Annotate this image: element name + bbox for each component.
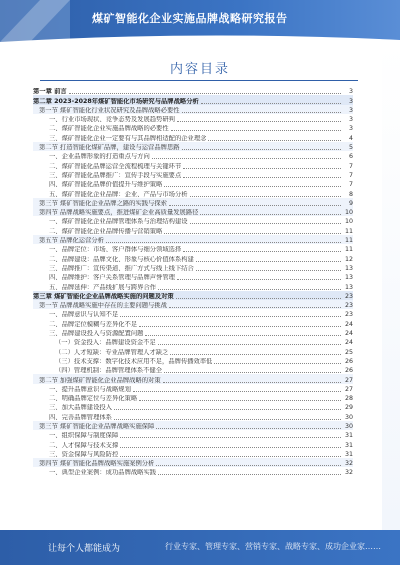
toc-entry-title: （三）技术支撑：数字化技术应用不足，品牌传播效率低 <box>55 357 213 365</box>
toc-entry[interactable] <box>33 374 353 383</box>
toc-entry[interactable] <box>33 300 353 309</box>
toc-leader-dots <box>164 185 341 187</box>
toc-entry[interactable] <box>33 95 353 104</box>
toc-entry-title: 二、煤矿智能化企业品牌传播与营销策略 <box>49 227 163 235</box>
toc-entry-page: 13 <box>344 264 353 272</box>
toc-entry[interactable] <box>33 86 353 95</box>
toc-entry[interactable] <box>33 272 353 281</box>
toc-entry-title: 三、品牌推广：宣传渠道、推广方式与线上线下结合 <box>49 264 194 272</box>
toc-leader-dots <box>177 120 341 122</box>
toc-entry-page: 28 <box>344 395 353 403</box>
toc-entry-page: 3 <box>348 97 353 105</box>
toc-entry-title: 第五节 品牌化运营分析 <box>39 237 104 245</box>
toc-entry[interactable] <box>33 356 353 365</box>
toc-entry[interactable] <box>33 346 353 355</box>
toc-entry-title: 三、资金保障与风险防控 <box>49 450 119 458</box>
toc-entry-page: 31 <box>344 432 353 440</box>
toc-entry-page: 27 <box>344 376 353 384</box>
toc-entry[interactable] <box>33 179 353 188</box>
toc-entry-title: 第二章 2023-2028年煤矿智能化市场研究与品牌战略分析 <box>33 97 199 105</box>
toc-entry-title: 三、品牌建设投入与资源配置问题 <box>49 330 144 338</box>
toc-entry-title: 第三章 煤矿智能化企业品牌战略实施的问题及对策 <box>33 292 174 300</box>
toc-entry-page: 7 <box>348 171 353 179</box>
toc-entry-page: 10 <box>344 209 353 217</box>
toc-entry-title: 四、煤矿智能化品牌价值提升与维护策略 <box>49 181 163 189</box>
toc-entry[interactable] <box>33 439 353 448</box>
toc-entry[interactable] <box>33 384 353 393</box>
toc-leader-dots <box>163 381 341 383</box>
toc-entry-page: 13 <box>344 283 353 291</box>
table-of-contents <box>33 86 353 476</box>
right-decor-strip <box>382 42 400 530</box>
toc-entry[interactable] <box>33 160 353 169</box>
toc-entry[interactable] <box>33 225 353 234</box>
toc-entry-page: 7 <box>348 162 353 170</box>
toc-entry-title: 第三节 煤矿智能化企业品牌之路的实践与探索 <box>39 199 167 207</box>
toc-entry-page: 32 <box>344 469 353 477</box>
toc-entry-title: 一、品牌意识与认知不足 <box>49 311 119 319</box>
toc-entry[interactable] <box>33 411 353 420</box>
toc-entry[interactable] <box>33 188 353 197</box>
toc-entry-title: 五、品牌延伸：产品线扩展与跨界合作 <box>49 283 157 291</box>
toc-entry[interactable] <box>33 123 353 132</box>
toc-leader-dots <box>214 362 341 364</box>
toc-entry-title: 二、煤矿智能化企业实施品牌战略的必要性 <box>49 125 169 133</box>
toc-entry-page: 4 <box>348 134 353 142</box>
toc-leader-dots <box>182 111 341 113</box>
toc-entry-title: 三、加大品牌建设投入 <box>49 404 112 412</box>
toc-entry-title: 四、完善品牌管理体系 <box>49 413 112 421</box>
toc-leader-dots <box>171 129 341 131</box>
toc-entry-title: （一）资金投入：品牌建设资金不足 <box>55 339 156 347</box>
toc-entry-title: 二、煤矿智能化品牌运营全流程梳理与关键环节 <box>49 162 182 170</box>
toc-entry-page: 3 <box>348 116 353 124</box>
toc-entry[interactable] <box>33 216 353 225</box>
header-band <box>0 0 400 42</box>
toc-entry-page: 30 <box>344 422 353 430</box>
toc-leader-dots <box>208 139 341 141</box>
toc-leader-dots <box>201 102 341 104</box>
toc-entry-title: 一、提升品牌意识与战略规划 <box>49 385 131 393</box>
toc-leader-dots <box>69 92 341 94</box>
toc-entry[interactable] <box>33 151 353 160</box>
toc-leader-dots <box>177 278 341 280</box>
header-wave-icon <box>0 30 400 42</box>
toc-entry[interactable] <box>33 142 353 151</box>
toc-entry[interactable] <box>33 114 353 123</box>
toc-leader-dots <box>158 288 341 290</box>
toc-entry-title: 一、品牌定位：市场、客户群体与细分领域选择 <box>49 246 182 254</box>
toc-entry-title: 四、品牌维护：客户关系管理与品牌声誉管理 <box>49 274 175 282</box>
toc-leader-dots <box>158 343 341 345</box>
toc-leader-dots <box>170 353 341 355</box>
toc-entry[interactable] <box>33 402 353 411</box>
toc-leader-dots <box>156 427 341 429</box>
toc-entry-page: 12 <box>344 255 353 263</box>
toc-entry-page: 26 <box>344 367 353 375</box>
toc-entry-page: 11 <box>344 227 353 235</box>
toc-entry[interactable] <box>33 365 353 374</box>
toc-entry[interactable] <box>33 253 353 262</box>
toc-entry[interactable] <box>33 198 353 207</box>
toc-entry-page: 30 <box>344 413 353 421</box>
toc-entry[interactable] <box>33 449 353 458</box>
toc-entry-page: 24 <box>344 320 353 328</box>
toc-entry-title: 第四节 煤矿智能化品牌战略实施案例分析 <box>39 460 155 468</box>
toc-leader-dots <box>196 269 341 271</box>
toc-entry[interactable] <box>33 458 353 467</box>
toc-entry[interactable] <box>33 309 353 318</box>
toc-entry-page: 25 <box>344 348 353 356</box>
toc-entry-title: （二）人才短缺：专业品牌管理人才缺乏 <box>55 348 169 356</box>
toc-divider <box>40 80 358 81</box>
toc-leader-dots <box>156 464 341 466</box>
toc-entry[interactable] <box>33 170 353 179</box>
toc-entry-title: 五、煤矿智能化企业品牌：企业、产品与市场分析 <box>49 190 188 198</box>
toc-entry-page: 5 <box>348 144 353 152</box>
toc-leader-dots <box>190 222 341 224</box>
toc-heading: 内容目录 <box>169 62 230 77</box>
toc-leader-dots <box>106 241 341 243</box>
toc-entry[interactable] <box>33 328 353 337</box>
toc-leader-dots <box>139 399 341 401</box>
toc-entry-title: 第四节 品牌战略实施要点，推进煤矿企业高质量发展路径 <box>39 209 199 217</box>
toc-entry[interactable] <box>33 291 353 300</box>
toc-leader-dots <box>114 408 341 410</box>
toc-leader-dots <box>152 157 341 159</box>
toc-leader-dots <box>190 195 341 197</box>
toc-entry-title: 二、人才保障与技术支撑 <box>49 441 119 449</box>
toc-entry[interactable] <box>33 467 353 476</box>
toc-leader-dots <box>176 297 341 299</box>
toc-entry-page: 29 <box>344 404 353 412</box>
toc-leader-dots <box>182 148 341 150</box>
toc-leader-dots <box>200 213 341 215</box>
toc-leader-dots <box>120 455 341 457</box>
toc-leader-dots <box>196 260 341 262</box>
toc-leader-dots <box>120 446 341 448</box>
header-title: 煤矿智能化企业实施品牌战略研究报告 <box>92 12 288 25</box>
toc-entry-page: 31 <box>344 450 353 458</box>
toc-entry-page: 8 <box>348 190 353 198</box>
toc-entry[interactable] <box>33 207 353 216</box>
toc-entry-page: 24 <box>344 339 353 347</box>
toc-entry-page: 11 <box>344 246 353 254</box>
toc-entry-page: 11 <box>344 237 353 245</box>
toc-entry-page: 23 <box>344 302 353 310</box>
toc-entry-page: 27 <box>344 385 353 393</box>
toc-entry[interactable] <box>33 393 353 402</box>
toc-leader-dots <box>183 167 341 169</box>
toc-entry-title: 一、行业市场现状、竞争态势及发展趋势研判 <box>49 116 175 124</box>
toc-entry-title: 第三节 煤矿智能化企业品牌战略实施保障 <box>39 422 155 430</box>
toc-entry[interactable] <box>33 430 353 439</box>
toc-entry-page: 7 <box>348 181 353 189</box>
toc-leader-dots <box>120 315 341 317</box>
toc-leader-dots <box>158 473 341 475</box>
toc-entry-title: 第一节 煤矿智能化行业状况研究及品牌战略必要性 <box>39 106 180 114</box>
toc-entry[interactable] <box>33 318 353 327</box>
toc-entry-title: 第一节 品牌战略实施中存在的主要问题与挑战 <box>39 302 167 310</box>
footer-slogan-left: 让每个人都能成为 <box>48 544 121 554</box>
toc-entry-page: 10 <box>344 218 353 226</box>
toc-entry-page: 6 <box>348 153 353 161</box>
toc-leader-dots <box>120 436 341 438</box>
toc-leader-dots <box>145 334 341 336</box>
toc-entry-title: 一、煤矿智能化企业品牌管理体系与治理结构建设 <box>49 218 188 226</box>
toc-entry-title: 二、品牌建设：品牌文化、形象与核心价值体系构建 <box>49 255 194 263</box>
toc-entry[interactable] <box>33 235 353 244</box>
toc-entry-title: 第二节 打造智能化煤矿品牌，建设与运营品牌思路 <box>39 144 180 152</box>
toc-entry-page: 23 <box>344 292 353 300</box>
toc-entry[interactable] <box>33 263 353 272</box>
toc-entry-page: 3 <box>348 88 353 96</box>
toc-leader-dots <box>139 325 341 327</box>
toc-entry[interactable] <box>33 281 353 290</box>
toc-entry[interactable] <box>33 337 353 346</box>
toc-entry-page: 31 <box>344 441 353 449</box>
toc-entry-page: 24 <box>344 330 353 338</box>
toc-entry[interactable] <box>33 244 353 253</box>
toc-entry-page: 13 <box>344 274 353 282</box>
toc-entry-page: 32 <box>344 460 353 468</box>
toc-leader-dots <box>133 390 341 392</box>
toc-entry-title: 第一章 前言 <box>33 88 67 96</box>
toc-entry-title: 一、组织保障与制度保障 <box>49 432 119 440</box>
footer-slogan-right: 行业专家、管理专家、营销专家、战略专家、成功企业家…… <box>165 542 381 551</box>
toc-entry-title: 一、企业品牌形象的打造重点与方向 <box>49 153 150 161</box>
toc-entry[interactable] <box>33 132 353 141</box>
toc-entry[interactable] <box>33 421 353 430</box>
toc-entry-page: 23 <box>344 311 353 319</box>
toc-leader-dots <box>164 232 341 234</box>
toc-entry-title: 一、典型企业案例：成功品牌战略实践 <box>49 469 157 477</box>
toc-leader-dots <box>169 204 341 206</box>
toc-entry-title: 第二节 加强煤矿智能化企业品牌战略的对策 <box>39 376 161 384</box>
footer-band <box>0 530 400 565</box>
toc-entry-page: 3 <box>348 106 353 114</box>
toc-entry-title: 二、品牌定位模糊与差异化不足 <box>49 320 138 328</box>
toc-leader-dots <box>114 418 341 420</box>
toc-entry-page: 9 <box>348 199 353 207</box>
toc-leader-dots <box>169 306 341 308</box>
toc-entry-title: 三、煤矿智能化品牌推广：宣传手段与实施要点 <box>49 171 182 179</box>
toc-leader-dots <box>183 250 341 252</box>
toc-entry-page: 3 <box>348 125 353 133</box>
toc-entry-title: （四）管理机制：品牌管理体系不健全 <box>55 367 163 375</box>
toc-leader-dots <box>183 176 341 178</box>
toc-leader-dots <box>164 371 341 373</box>
toc-entry-page: 26 <box>344 357 353 365</box>
toc-entry-title: 三、煤矿智能化企业一定要有与其品牌相适配的企业理念 <box>49 134 207 142</box>
toc-entry-title: 二、明确品牌定位与差异化策略 <box>49 395 138 403</box>
toc-entry[interactable] <box>33 105 353 114</box>
